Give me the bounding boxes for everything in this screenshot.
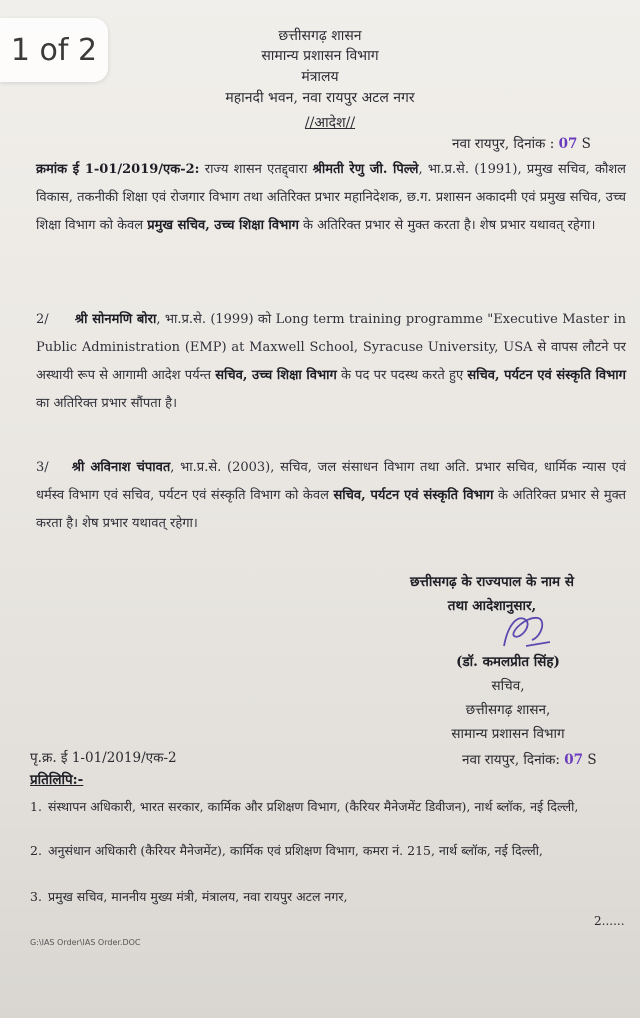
place-date-label: नवा रायपुर, दिनांक : [452, 136, 555, 152]
department-name: सामान्य प्रशासन विभाग [261, 48, 379, 64]
signatory-dept-1: छत्तीसगढ़ शासन, [465, 702, 551, 718]
file-path-footer: G:\IAS Order\IAS Order.DOC [30, 938, 141, 947]
paragraph-3 [36, 454, 626, 538]
p2-text-2: के पद पर पदस्थ करते हुए [336, 368, 468, 383]
signatory-name: (डॉ. कमलप्रीत सिंह) [456, 654, 560, 670]
copy-item-text: संस्थापन अधिकारी, भारत सरकार, कार्मिक और प्रशिक्षण विभाग, (कैरियर मैनेजमेंट डिवीजन), नार्थ ब्लॉक, नई दिल्ली, [48, 799, 579, 814]
p2-additional-post: सचिव, पर्यटन एवं संस्कृति विभाग [467, 368, 626, 383]
p1-post: प्रमुख सचिव, उच्च शिक्षा विभाग [147, 218, 299, 233]
p2-text-3: का अतिरिक्त प्रभार सौंपता है। [36, 396, 178, 411]
p3-text-1: , भा.प्र.से. (2003), सचिव, जल संसाधन विभाग तथा अति. प्रभार सचिव, धार्मिक न्यास एवं धर्मस्व विभाग एवं सचिव, पर्यटन एवं संस्कृति विभाग को केवल [36, 460, 626, 503]
p2-text-1: , भा.प्र.से. (1999) को Long term training programme "Executive Master in Public Administration (EMP) at Maxwell School, Syracuse University, USA से वापस लौटने पर अस्थायी रूप से आगामी आदेश पर्यन्त [36, 312, 626, 383]
p1-officer-name: श्रीमती रेणु जी. पिल्ले [312, 162, 419, 177]
p3-post: सचिव, पर्यटन एवं संस्कृति विभाग [333, 488, 494, 503]
p3-officer-name: श्री अविनाश चंपावत [71, 460, 171, 475]
p2-num: 2/ [36, 312, 49, 327]
continued-marker: 2...... [594, 914, 625, 928]
p1-text-1: राज्य शासन एतद्द्वारा [199, 162, 313, 177]
order-title: //आदेश// [304, 115, 356, 131]
signatory-designation: सचिव, [491, 678, 525, 694]
endorsement-ref: पृ.क्र. ई 1-01/2019/एक-2 [30, 750, 177, 766]
copy-title: प्रतिलिपि:- [30, 772, 84, 788]
p3-num: 3/ [36, 460, 49, 475]
address-line: महानदी भवन, नवा रायपुर अटल नगर [225, 90, 415, 106]
p2-officer-name: श्री सोनमणि बोरा [74, 312, 157, 327]
p3-text-2: के अतिरिक्त प्रभार से मुक्त करता है। शेष प्रभार यथावत् रहेगा। [36, 488, 626, 531]
copy-date-value: 07 [564, 752, 584, 768]
order-ref: क्रमांक ई 1-01/2019/एक-2: [36, 162, 200, 177]
place-date [452, 134, 591, 152]
govt-name: छत्तीसगढ़ शासन [278, 28, 362, 44]
signatory-dept-2: सामान्य प्रशासन विभाग [451, 726, 565, 742]
p2-post: सचिव, उच्च शिक्षा विभाग [215, 368, 337, 383]
date-value: 07 [558, 136, 578, 152]
p1-text-3: के अतिरिक्त प्रभार से मुक्त करता है। शेष प्रभार यथावत् रहेगा। [298, 218, 596, 233]
p1-text-2: , भा.प्र.से. (1991), प्रमुख सचिव, कौशल विकास, तकनीकी शिक्षा एवं रोजगार विभाग तथा अतिरिक्त प्रभार महानिदेशक, छ.ग. प्रशासन अकादमी एवं प्रमुख सचिव, उच्च शिक्षा विभाग को केवल [36, 162, 627, 233]
date-cut: S [581, 136, 591, 152]
copy-item-num: 2. [30, 843, 42, 858]
authority-line-1: छत्तीसगढ़ के राज्यपाल के नाम से [410, 574, 574, 590]
paragraph-2 [36, 306, 626, 418]
copy-item-num: 1. [30, 799, 42, 814]
copy-item-text: प्रमुख सचिव, माननीय मुख्य मंत्री, मंत्रालय, नवा रायपुर अटल नगर, [48, 889, 348, 904]
paragraph-1 [36, 156, 626, 240]
authority-line [372, 570, 612, 618]
copy-place-date-label: नवा रायपुर, दिनांक: [462, 752, 560, 768]
copy-place-date [462, 750, 597, 768]
authority-line-2: तथा आदेशानुसार, [447, 598, 537, 614]
copy-date-cut: S [587, 752, 597, 768]
copy-item [30, 798, 626, 816]
ministry-name: मंत्रालय [301, 69, 339, 85]
handwritten-signature [496, 606, 556, 656]
copy-item-num: 3. [30, 889, 42, 904]
copy-item-text: अनुसंधान अधिकारी (कैरियर मैनेजमेंट), कार्मिक एवं प्रशिक्षण विभाग, कमरा नं. 215, नार्थ ब्लॉक, नई दिल्ली, [48, 843, 543, 858]
page-indicator: 1 of 2 [0, 18, 108, 82]
copy-item [30, 842, 626, 860]
copy-item [30, 888, 626, 906]
signatory-block [408, 650, 608, 746]
